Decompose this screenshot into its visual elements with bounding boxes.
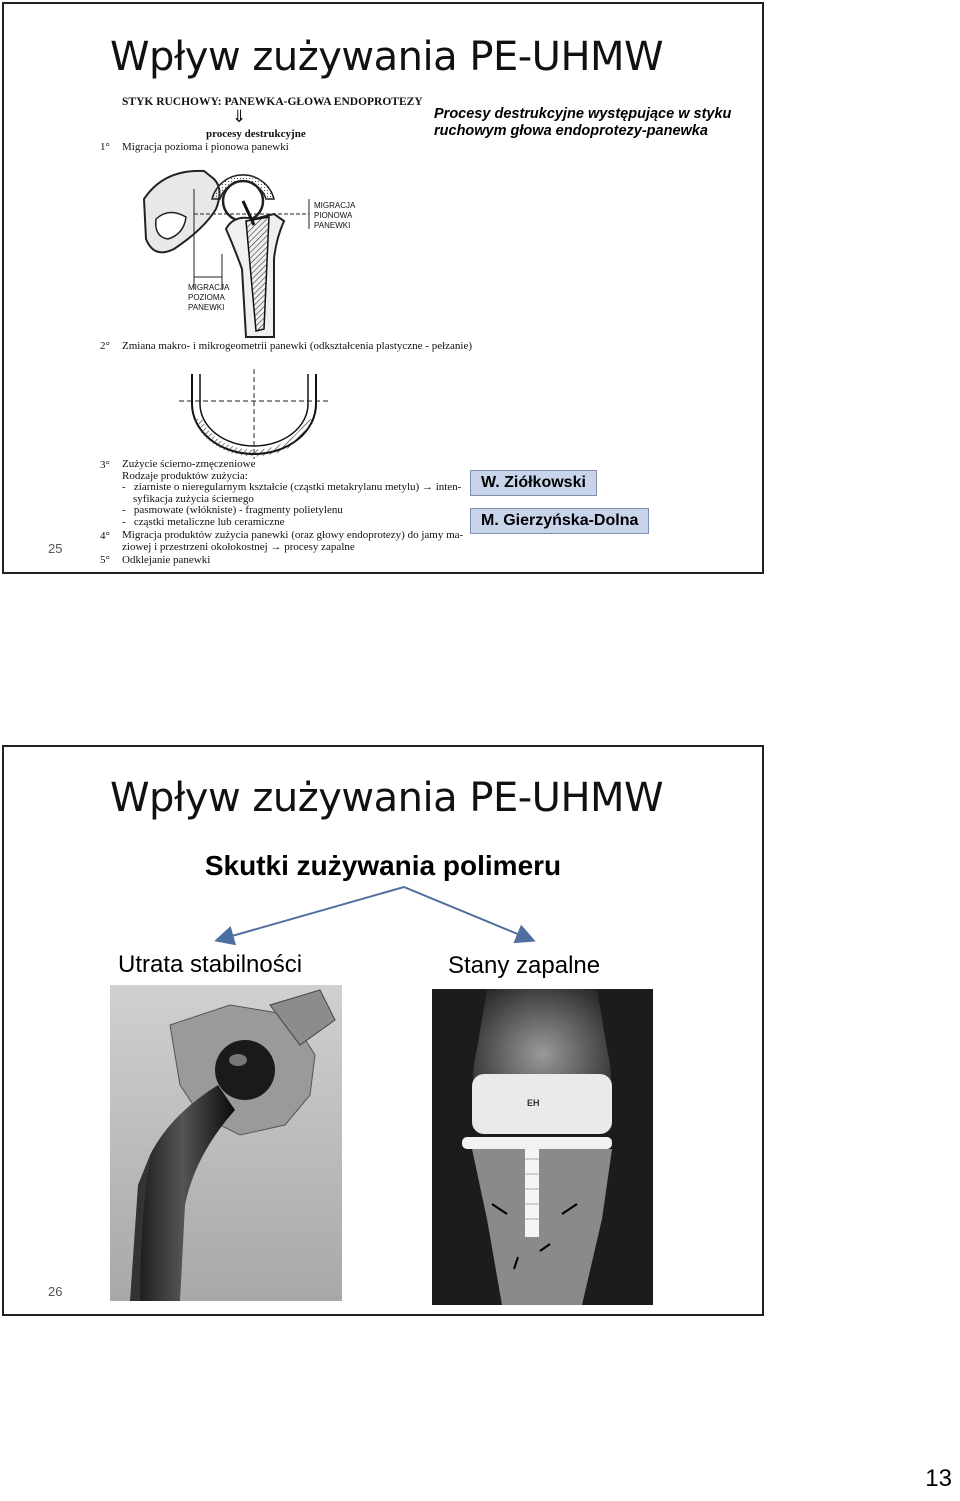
branch-label-right: Stany zapalne: [448, 952, 601, 979]
hip-implant-photo: [110, 985, 342, 1301]
step-4-number: 4°: [100, 530, 110, 542]
author-2: M. Gierzyńska-Dolna: [470, 508, 649, 534]
slide-25: [2, 2, 764, 574]
step-5-number: 5°: [100, 554, 110, 566]
slide-title: Wpływ zużywania PE-UHMW: [110, 775, 664, 821]
arrow-right: [404, 887, 532, 940]
step-5-text: Odklejanie panewki: [122, 554, 211, 566]
slide-number: 26: [48, 1284, 63, 1299]
slide-title: Wpływ zużywania PE-UHMW: [110, 34, 664, 80]
slide-caption: Procesy destrukcyjne występujące w styku ruchowym głowa endoprotezy-panewka: [434, 106, 732, 139]
cup-deformation-diagram: [174, 369, 334, 459]
down-arrow-icon: ⇓: [232, 107, 247, 126]
slide-number: 25: [48, 541, 63, 556]
author-1: W. Ziółkowski: [470, 470, 597, 496]
arrow-left: [218, 887, 404, 940]
hip-implant-diagram: [134, 159, 374, 339]
step-2-text: Zmiana makro- i mikrogeometrii panewki (odkształcenia plastyczne - pełzanie): [122, 340, 473, 352]
knee-xray-photo: [432, 989, 653, 1305]
step-3-text: Zużycie ścierno-zmęczeniowe Rodzaje produktów zużycia: - ziarniste o nieregularnym kształcie (cząstki metakrylanu metylu) → inten- syfikacja zużycia ściernego - pasmowate (włókniste) - fragmenty polietylenu - cząstki metaliczne lub ceramiczne: [122, 458, 462, 528]
label-horizontal-migration: MIGRACJA POZIOMA PANEWKI: [188, 283, 230, 312]
branch-arrows: [4, 747, 762, 957]
step-4-text: Migracja produktów zużycia panewki (oraz głowy endoprotezy) do jamy ma- ziowej i przestrzeni okołokostnej → procesy zapalne: [122, 529, 464, 553]
step-3-number: 3°: [100, 459, 110, 471]
page-number: 13: [925, 1465, 952, 1492]
pelvis-shape: [144, 171, 220, 252]
xray-marker: EH: [527, 1098, 540, 1108]
step-2-number: 2°: [100, 340, 110, 352]
diagram-subheading: procesy destrukcyjne: [206, 128, 306, 140]
diagram-heading: STYK RUCHOWY: PANEWKA-GŁOWA ENDOPROTEZY: [122, 96, 423, 108]
step-1-number: 1°: [100, 141, 110, 153]
branch-label-left: Utrata stabilności: [118, 951, 303, 978]
label-vertical-migration: MIGRACJA PIONOWA PANEWKI: [314, 201, 356, 230]
slide-26: [2, 745, 764, 1316]
slide-subtitle: Skutki zużywania polimeru: [204, 850, 562, 881]
step-1-text: Migracja pozioma i pionowa panewki: [122, 141, 289, 153]
